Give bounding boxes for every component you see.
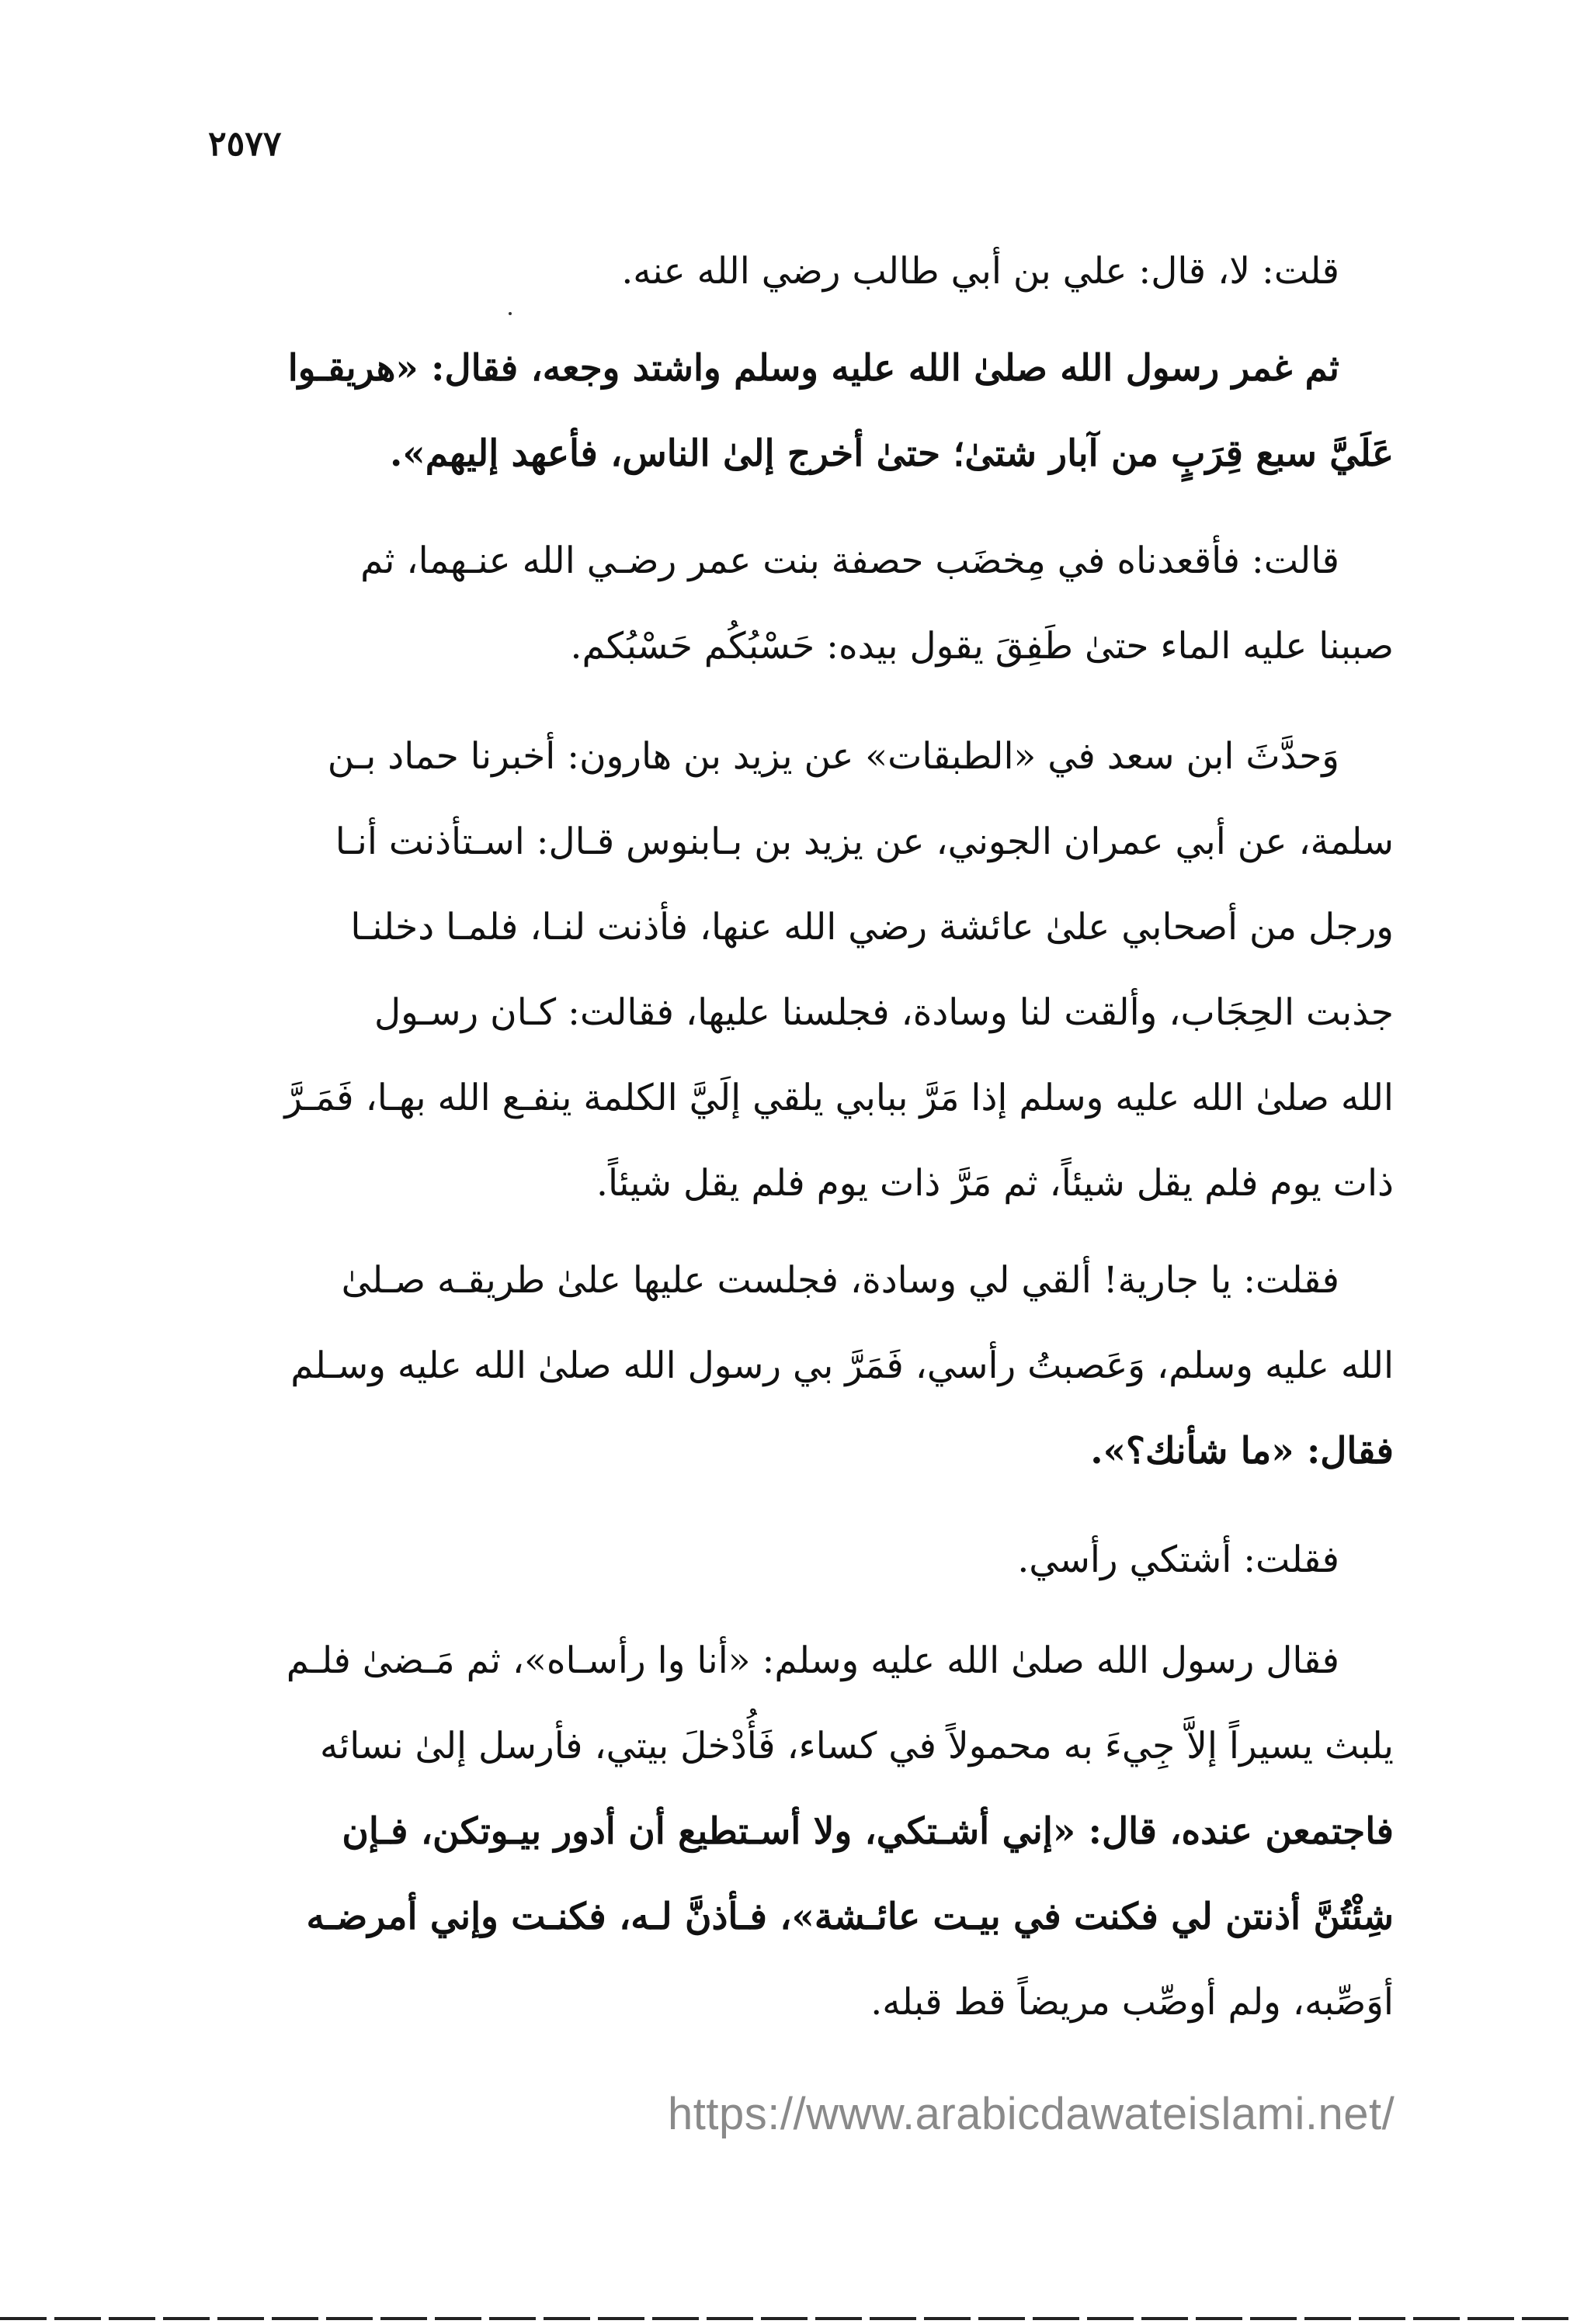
text-line: يلبث يسيراً إلاَّ جِيءَ به محمولاً في كساء، فَأُدْخلَ بيتي، فأرسل إلىٰ نسائه — [320, 1725, 1394, 1767]
text-line: ذات يوم فلم يقل شيئاً، ثم مَرَّ ذات يوم فلم يقل شيئاً. — [596, 1162, 1394, 1205]
text-line: قالت: فأقعدناه في مِخضَب حصفة بنت عمر رضـي الله عنـهما، ثم — [360, 539, 1339, 582]
page-number: ٢٥٧٧ — [208, 124, 282, 164]
paragraph-text — [194, 1618, 1394, 2045]
text-line: شِئْتُنَّ أذنتن لي فكنت في بيـت عائـشة»، فـأذنَّ لـه، فكنـت وإني أمرضـه — [306, 1896, 1394, 1938]
text-line: فقلت: أشتكي رأسي. — [1017, 1538, 1339, 1581]
text-line: جذبت الحِجَاب، وألقت لنا وسادة، فجلسنا عليها، فقالت: كـان رسـول — [373, 991, 1394, 1034]
paragraph-text — [194, 1518, 1394, 1603]
text-line: فاجتمعن عنده، قال: «إني أشـتكي، ولا أسـتطيع أن أدور بيـوتكن، فـإن — [342, 1810, 1394, 1853]
paragraph-1 — [194, 229, 1394, 314]
text-line: سلمة، عن أبي عمران الجوني، عن يزيد بن بـابنوس قـال: اسـتأذنت أنـا — [335, 820, 1394, 863]
paragraph-4 — [194, 714, 1394, 1226]
text-line: ثم غمر رسول الله صلىٰ الله عليه وسلم واشتد وجعه، فقال: «هريقـوا — [287, 347, 1339, 390]
text-line: عَلَيَّ سبع قِرَبٍ من آبار شتىٰ؛ حتىٰ أخرج إلىٰ الناس، فأعهد إليهم». — [390, 432, 1394, 475]
paragraph-5 — [194, 1238, 1394, 1494]
text-line: وَحدَّثَ ابن سعد في «الطبقات» عن يزيد بن هارون: أخبرنا حماد بـن — [327, 735, 1339, 778]
text-line: الله صلىٰ الله عليه وسلم إذا مَرَّ ببابي يلقي إلَيَّ الكلمة ينفـع الله بهـا، فَمَـرَّ — [284, 1077, 1394, 1119]
text-line: ورجل من أصحابي علىٰ عائشة رضي الله عنها، فأذنت لنـا، فلمـا دخلنـا — [350, 906, 1394, 949]
text-line: فقال: «ما شأنك؟». — [1090, 1430, 1394, 1472]
text-line: صببنا عليه الماء حتىٰ طَفِقَ يقول بيده: حَسْبُكُم حَسْبُكم. — [570, 625, 1394, 668]
paragraph-2 — [194, 326, 1394, 497]
text-line: أوَصِّبه، ولم أوصِّب مريضاً قط قبله. — [870, 1981, 1394, 2024]
paragraph-7 — [194, 1618, 1394, 2045]
text-line: فقلت: يا جارية! ألقي لي وسادة، فجلست عليها علىٰ طريقـه صـلىٰ — [341, 1259, 1339, 1302]
text-line: فقال رسول الله صلىٰ الله عليه وسلم: «أنا وا رأسـاه»، ثم مَـضىٰ فلـم — [286, 1639, 1339, 1682]
footer-url: https://www.arabicdawateislami.net/ — [668, 2089, 1395, 2139]
paragraph-6 — [194, 1518, 1394, 1603]
paragraph-text — [194, 519, 1394, 689]
paragraph-text — [194, 1238, 1394, 1494]
text-line: الله عليه وسلم، وَعَصبتُ رأسي، فَمَرَّ بي رسول الله صلىٰ الله عليه وسـلم — [290, 1344, 1394, 1387]
bottom-divider — [0, 2317, 1570, 2320]
paragraph-3 — [194, 519, 1394, 689]
paragraph-text — [194, 326, 1394, 497]
text-line: قلت: لا، قال: علي بن أبي طالب رضي الله عنه. — [621, 250, 1339, 293]
paragraph-text — [194, 714, 1394, 1226]
paragraph-text — [194, 229, 1394, 314]
